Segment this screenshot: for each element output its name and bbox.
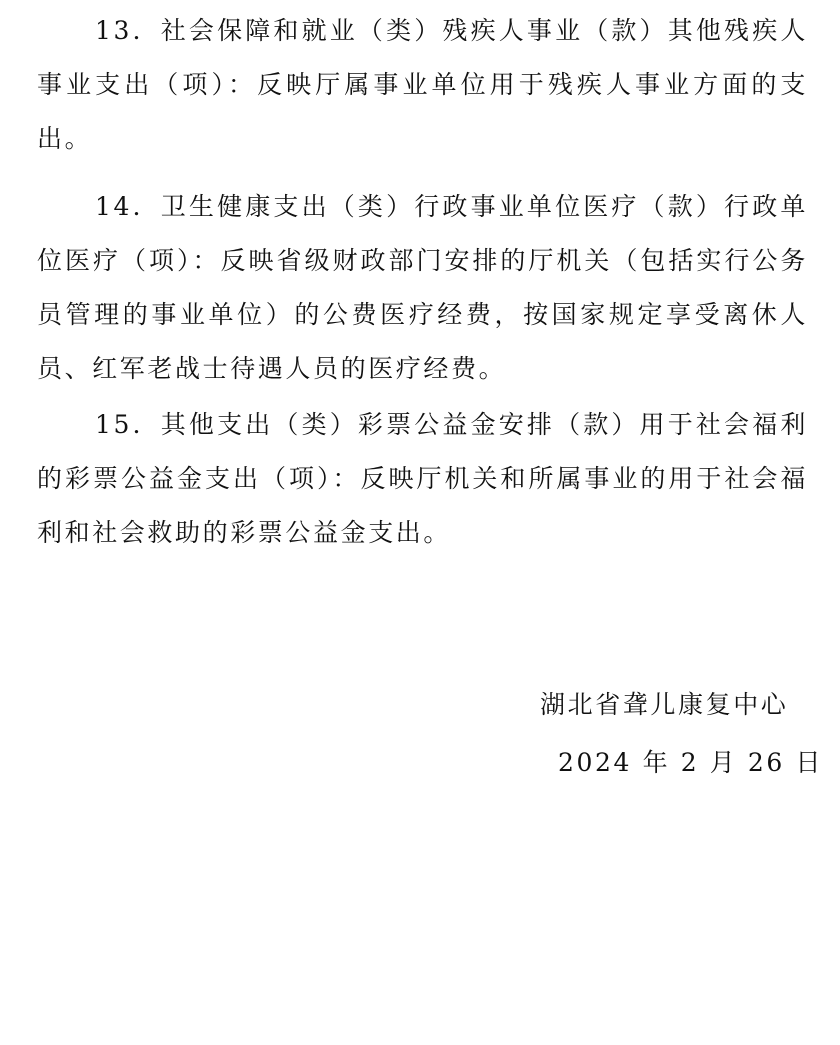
signature-date: 2024 年 2 月 26 日 (558, 748, 824, 777)
paragraph-item-14: 14．卫生健康支出（类）行政事业单位医疗（款）行政单位医疗（项）：反映省级财政部门安排的厅机关（包括实行公务员管理的事业单位）的公费医疗经费，按国家规定享受离休人员、红军老战士待遇人员的医疗经费。 (37, 192, 808, 383)
paragraph-item-13: 13．社会保障和就业（类）残疾人事业（款）其他残疾人事业支出（项）：反映厅属事业单位用于残疾人事业方面的支出。 (37, 16, 808, 153)
paragraph-item-15: 15．其他支出（类）彩票公益金安排（款）用于社会福利的彩票公益金支出（项）：反映厅机关和所属事业的用于社会福利和社会救助的彩票公益金支出。 (37, 410, 808, 547)
signature-organization: 湖北省聋儿康复中心 (540, 690, 789, 719)
